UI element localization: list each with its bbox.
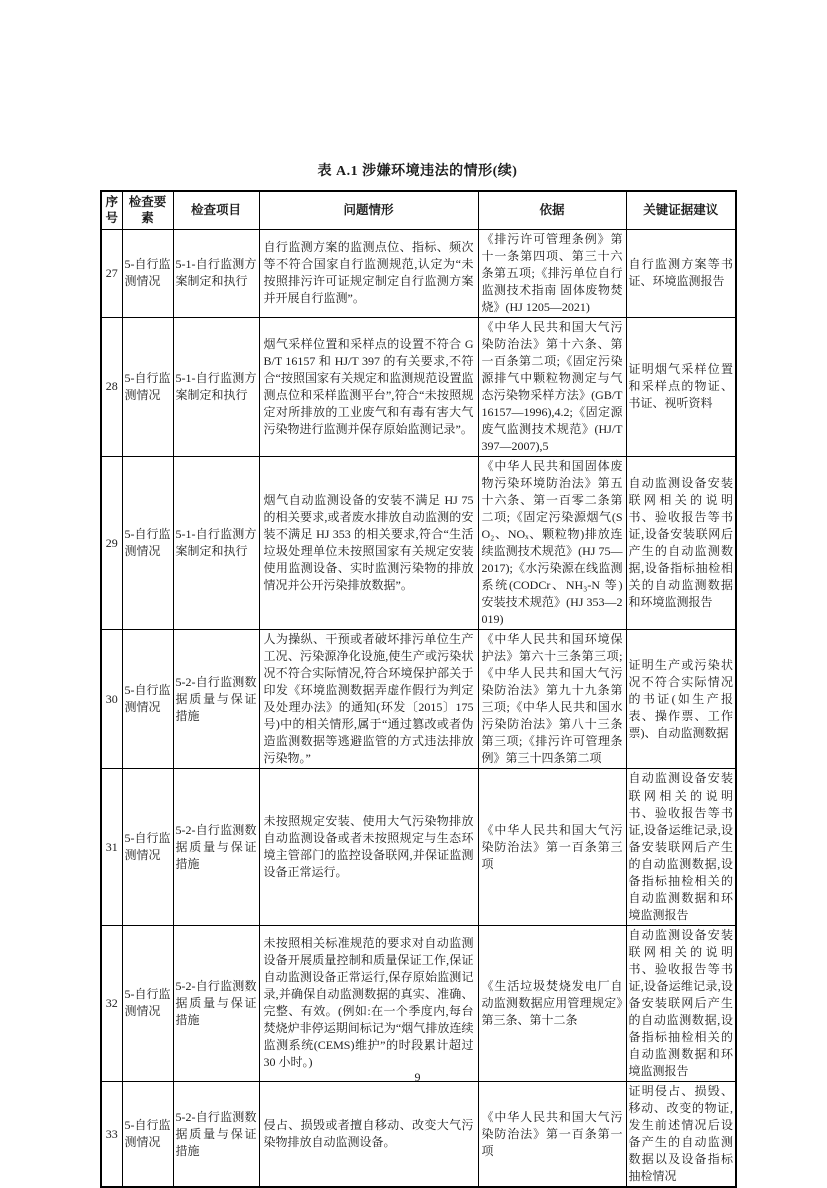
column-header-element: 检查要素 [122,191,173,229]
cell-check-item: 5-2-自行监测数据质量与保证措施 [173,769,259,925]
cell-key-evidence: 自动监测设备安装联网相关的说明书、验收报告等书证,设备运维记录,设备安装联网后产生的自动监测数据,设备指标抽检相关的自动监测数据和环境监测报告 [626,925,736,1081]
cell-key-evidence: 自行监测方案等书证、环境监测报告 [626,229,736,317]
cell-legal-basis: 《排污许可管理条例》第十一条第四项、第三十六条第五项;《排污单位自行监测技术指南 固体废物焚烧》(HJ 1205—2021) [478,229,626,317]
cell-key-evidence: 证明生产或污染状况不符合实际情况的书证(如生产报表、操作票、工作票)、自动监测数据 [626,630,736,769]
cell-problem-situation: 人为操纵、干预或者破坏排污单位生产工况、污染源净化设施,使生产或污染状况不符合实际情况,符合环境保护部关于印发《环境监测数据弄虚作假行为判定及处理办法》的通知(环发〔2015〕175 号)中的相关情形,属于“通过篡改或者伪造监测数据等逃避监管的方式违法排放污染物。” [259,630,478,769]
table-row [101,1082,736,1188]
column-header-basis: 依据 [478,191,626,229]
cell-check-element: 5-自行监测情况 [122,925,173,1081]
table-title: 表 A.1 涉嫌环境违法的情形(续) [317,164,518,179]
cell-row-number: 29 [101,456,122,629]
cell-key-evidence: 证明侵占、损毁、移动、改变的物证,发生前述情况后设备产生的自动监测数据以及设备指标抽检情况 [626,1082,736,1188]
cell-row-number: 33 [101,1082,122,1188]
cell-key-evidence: 自动监测设备安装联网相关的说明书、验收报告等书证,设备安装联网后产生的自动监测数据,设备指标抽检相关的自动监测数据和环境监测报告 [626,456,736,629]
header-row [101,191,736,229]
cell-legal-basis: 《中华人民共和国固体废物污染环境防治法》第五十六条、第一百零二条第二项;《固定污染源烟气(SO₂、NOₓ、颗粒物)排放连续监测技术规范》(HJ 75—2017);《水污染源在线监测系统(CODCr、NH₃-N 等)安装技术规范》(HJ 353—2019) [478,456,626,629]
column-header-no: 序号 [101,191,122,229]
table-row [101,769,736,925]
cell-legal-basis: 《中华人民共和国环境保护法》第六十三条第三项;《中华人民共和国大气污染防治法》第九十九条第三项;《中华人民共和国水污染防治法》第八十三条第三项;《排污许可管理条例》第三十四条第二项 [478,630,626,769]
cell-problem-situation: 未按照相关标准规范的要求对自动监测设备开展质量控制和质量保证工作,保证自动监测设备正常运行,保存原始监测记录,并确保自动监测数据的真实、准确、完整、有效。(例如:在一个季度内,每台焚烧炉非停运期间标记为“烟气排放连续监测系统(CEMS)维护”的时段累计超过 30 小时。) [259,925,478,1081]
column-header-evidence: 关键证据建议 [626,191,736,229]
cell-check-item: 5-1-自行监测方案制定和执行 [173,229,259,317]
page-number: 9 [414,1070,421,1084]
table-row [101,630,736,769]
cell-check-element: 5-自行监测情况 [122,769,173,925]
cell-row-number: 30 [101,630,122,769]
cell-legal-basis: 《中华人民共和国大气污染防治法》第一百条第三项 [478,769,626,925]
cell-row-number: 31 [101,769,122,925]
cell-check-item: 5-1-自行监测方案制定和执行 [173,456,259,629]
cell-row-number: 28 [101,317,122,456]
column-header-item: 检查项目 [173,191,259,229]
cell-check-item: 5-2-自行监测数据质量与保证措施 [173,925,259,1081]
table-row [101,317,736,456]
violations-table [100,190,737,1188]
column-header-situation: 问题情形 [259,191,478,229]
cell-key-evidence: 自动监测设备安装联网相关的说明书、验收报告等书证,设备运维记录,设备安装联网后产生的自动监测数据,设备指标抽检相关的自动监测数据和环境监测报告 [626,769,736,925]
table-row [101,925,736,1081]
table-row [101,456,736,629]
cell-check-item: 5-1-自行监测方案制定和执行 [173,317,259,456]
cell-problem-situation: 烟气自动监测设备的安装不满足 HJ 75 的相关要求,或者废水排放自动监测的安装不满足 HJ 353 的相关要求,符合“生活垃圾处理单位未按照国家有关规定安装使用监测设备、实时监测污染物的排放情况并公开污染排放数据”。 [259,456,478,629]
cell-check-element: 5-自行监测情况 [122,317,173,456]
cell-check-item: 5-2-自行监测数据质量与保证措施 [173,630,259,769]
cell-row-number: 27 [101,229,122,317]
cell-legal-basis: 《生活垃圾焚烧发电厂自动监测数据应用管理规定》第三条、第十二条 [478,925,626,1081]
cell-legal-basis: 《中华人民共和国大气污染防治法》第一百条第一项 [478,1082,626,1188]
cell-check-element: 5-自行监测情况 [122,456,173,629]
cell-problem-situation: 侵占、损毁或者擅自移动、改变大气污染物排放自动监测设备。 [259,1082,478,1188]
cell-check-item: 5-2-自行监测数据质量与保证措施 [173,1082,259,1188]
cell-legal-basis: 《中华人民共和国大气污染防治法》第十六条、第一百条第二项;《固定污染源排气中颗粒物测定与气态污染物采样方法》(GB/T 16157—1996),4.2;《固定源废气监测技术规范》(HJ/T 397—2007),5 [478,317,626,456]
cell-problem-situation: 自行监测方案的监测点位、指标、频次等不符合国家自行监测规范,认定为“未按照排污许可证规定制定自行监测方案并开展自行监测”。 [259,229,478,317]
cell-problem-situation: 烟气采样位置和采样点的设置不符合 GB/T 16157 和 HJ/T 397 的有关要求,不符合“按照国家有关规定和监测规范设置监测点位和采样监测平台”,符合“未按照规定对所排放的工业废气和有毒有害大气污染物进行监测并保存原始监测记录”。 [259,317,478,456]
cell-check-element: 5-自行监测情况 [122,229,173,317]
cell-row-number: 32 [101,925,122,1081]
table-row [101,229,736,317]
cell-key-evidence: 证明烟气采样位置和采样点的物证、书证、视听资料 [626,317,736,456]
cell-check-element: 5-自行监测情况 [122,1082,173,1188]
cell-check-element: 5-自行监测情况 [122,630,173,769]
cell-problem-situation: 未按照规定安装、使用大气污染物排放自动监测设备或者未按照规定与生态环境主管部门的监控设备联网,并保证监测设备正常运行。 [259,769,478,925]
